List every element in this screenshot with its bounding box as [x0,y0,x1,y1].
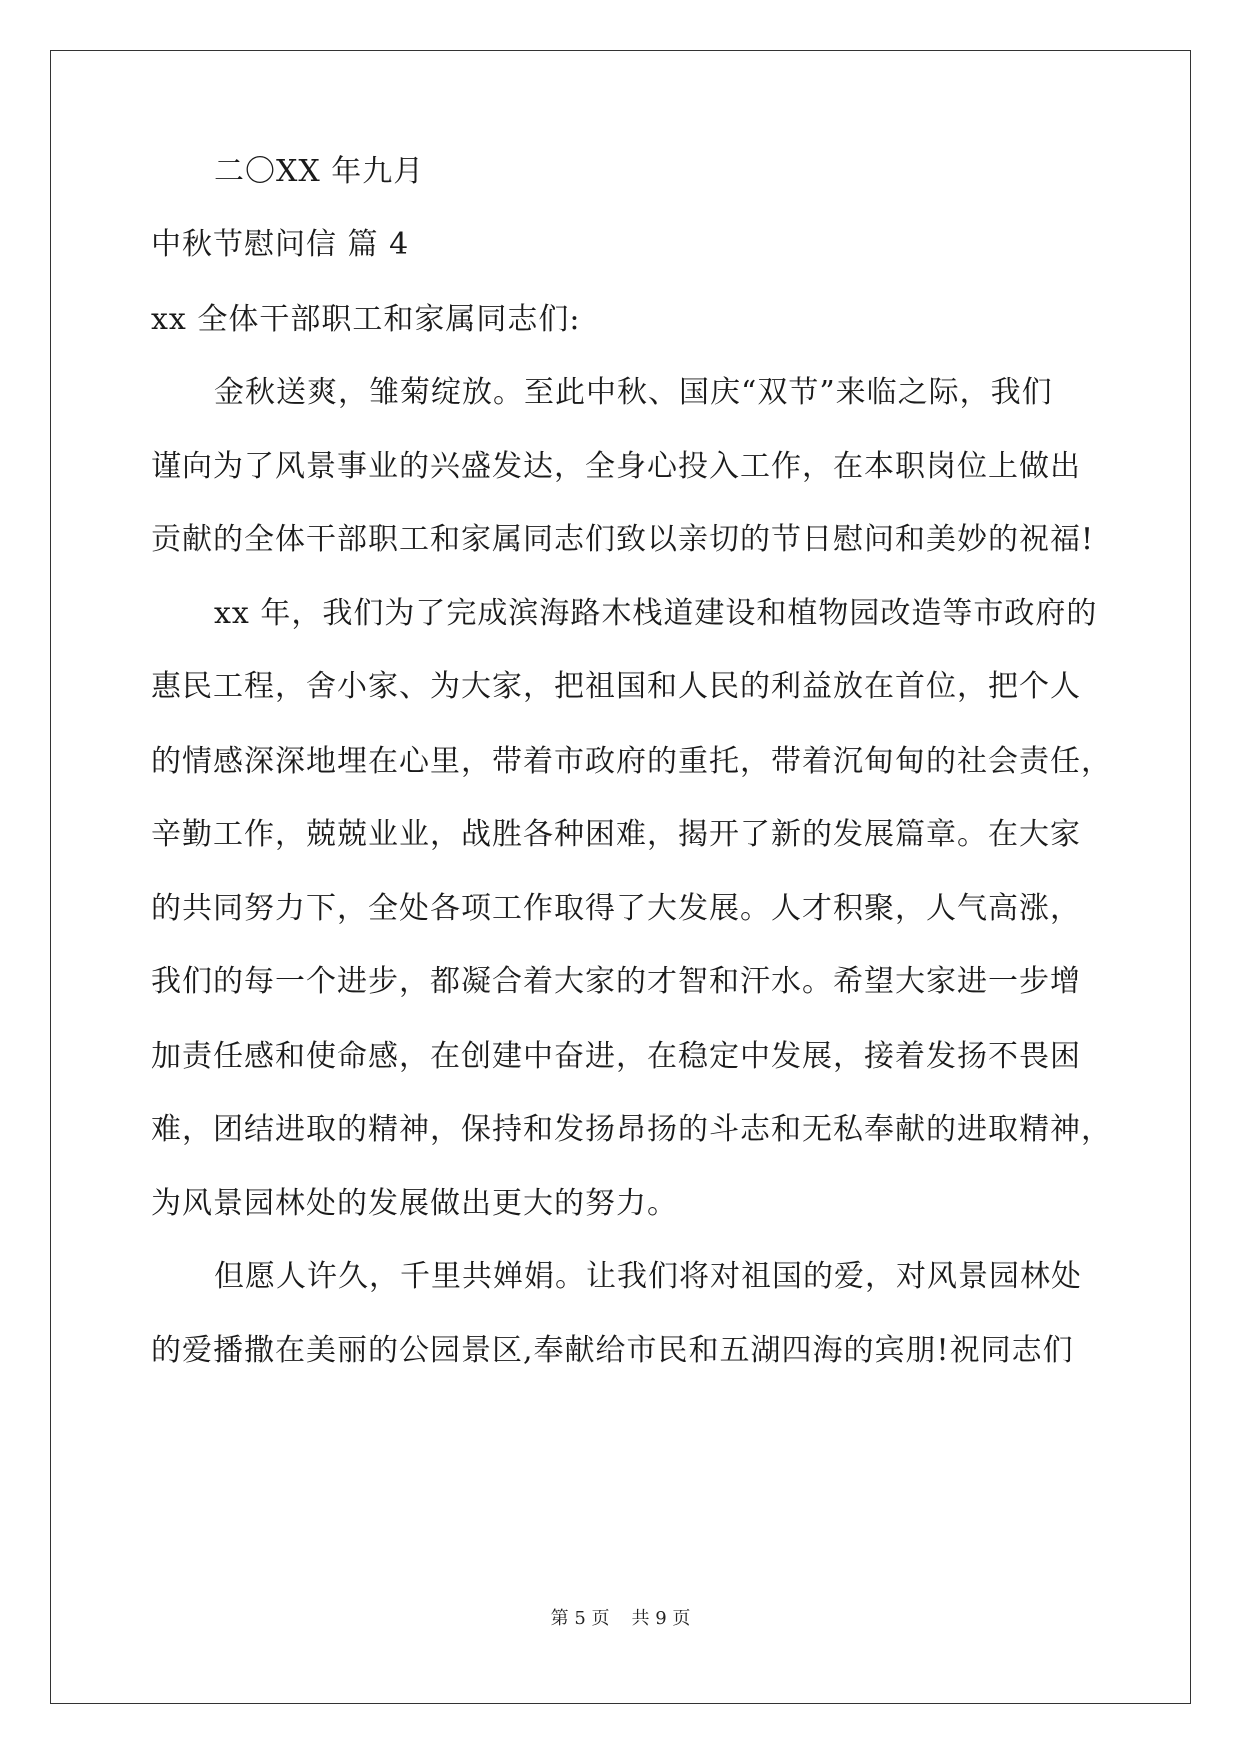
body-line: 谨向为了风景事业的兴盛发达，全身心投入工作，在本职岗位上做出 [151,449,1081,484]
body-line: 惠民工程，舍小家、为大家，把祖国和人民的利益放在首位，把个人 [151,669,1081,704]
body-line: 的情感深深地埋在心里，带着市政府的重托，带着沉甸甸的社会责任， [151,744,1112,779]
body-line: 但愿人许久，千里共婵娟。让我们将对祖国的爱，对风景园林处 [214,1259,1082,1294]
page-number-current: 第 5 页 [550,1608,610,1629]
body-line: 的共同努力下，全处各项工作取得了大发展。人才积聚，人气高涨， [151,891,1081,926]
salutation: xx 全体干部职工和家属同志们: [151,302,581,337]
date-line: 二〇XX 年九月 [214,154,425,189]
section-title: 中秋节慰问信 篇 4 [151,227,410,262]
body-line: 加责任感和使命感，在创建中奋进，在稳定中发展，接着发扬不畏困 [151,1039,1081,1074]
body-line: xx 年，我们为了完成滨海路木栈道建设和植物园改造等市政府的 [214,596,1098,631]
body-line: 为风景园林处的发展做出更大的努力。 [151,1186,678,1221]
body-line: 金秋送爽，雏菊绽放。至此中秋、国庆“双节”来临之际，我们 [214,375,1053,410]
page-border [50,50,1191,1704]
body-line: 的爱播撒在美丽的公园景区,奉献给市民和五湖四海的宾朋!祝同志们 [151,1333,1074,1368]
body-line: 我们的每一个进步，都凝合着大家的才智和汗水。希望大家进一步增 [151,964,1081,999]
page-footer [0,1607,1241,1631]
body-line: 难，团结进取的精神，保持和发扬昂扬的斗志和无私奉献的进取精神， [151,1112,1112,1147]
page-number-total: 共 9 页 [631,1608,691,1629]
body-line: 贡献的全体干部职工和家属同志们致以亲切的节日慰问和美妙的祝福! [151,522,1095,557]
body-line: 辛勤工作，兢兢业业，战胜各种困难，揭开了新的发展篇章。在大家 [151,817,1081,852]
